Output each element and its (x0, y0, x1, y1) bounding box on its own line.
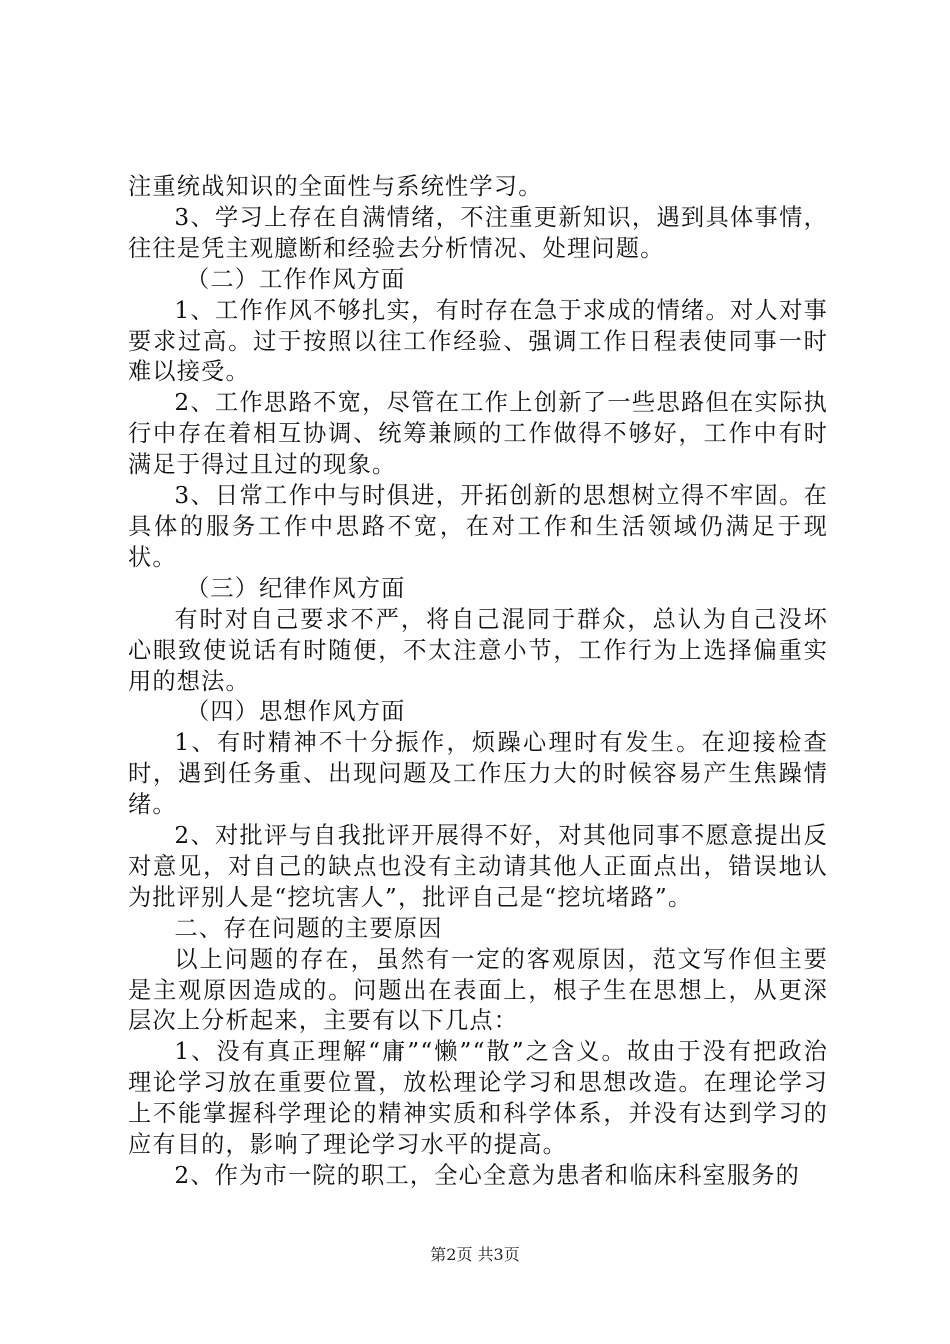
paragraph: 有时对自己要求不严，将自己混同于群众，总认为自己没坏心眼致使说话有时随便，不太注意小节，工作行为上选择偏重实用的想法。 (128, 605, 828, 695)
paragraph: 1、没有真正理解“庸”“懒”“散”之含义。故由于没有把政治理论学习放在重要位置，放松理论学习和思想改造。在理论学习上不能掌握科学理论的精神实质和科学体系，并没有达到学习的应有目的，影响了理论学习水平的提高。 (128, 1038, 828, 1159)
page-number-footer: 第2页 共3页 (430, 1245, 520, 1264)
section-heading: 二、存在问题的主要原因 (174, 914, 443, 942)
paragraph: 注重统战知识的全面性与系统性学习。 (128, 173, 543, 200)
section-heading: （二）工作作风方面 (186, 265, 406, 293)
paragraph: 以上问题的存在，虽然有一定的客观原因，范文写作但主要是主观原因造成的。问题出在表面上，根子生在思想上，从更深层次上分析起来，主要有以下几点： (128, 945, 828, 1035)
paragraph: 3、学习上存在自满情绪，不注重更新知识，遇到具体事情，往往是凭主观臆断和经验去分析情况、处理问题。 (128, 203, 828, 262)
paragraph: 2、对批评与自我批评开展得不好，对其他同事不愿意提出反对意见，对自己的缺点也没有主动请其他人正面点出，错误地认为批评别人是“挖坑害人”，批评自己是“挖坑堵路”。 (128, 822, 828, 911)
paragraph: 1、有时精神不十分振作，烦躁心理时有发生。在迎接检查时，遇到任务重、出现问题及工作压力大的时候容易产生焦躁情绪。 (128, 729, 828, 819)
paragraph: 3、日常工作中与时俱进，开拓创新的思想树立得不牢固。在具体的服务工作中思路不宽，在对工作和生活领域仍满足于现状。 (128, 482, 828, 571)
section-heading: （三）纪律作风方面 (186, 574, 406, 602)
paragraph: 2、作为市一院的职工，全心全意为患者和临床科室服务的 (174, 1162, 801, 1189)
paragraph: 1、工作作风不够扎实，有时存在急于求成的情绪。对人对事要求过高。过于按照以往工作经验、强调工作日程表使同事一时难以接受。 (128, 296, 828, 386)
paragraph: 2、工作思路不宽，尽管在工作上创新了一些思路但在实际执行中存在着相互协调、统筹兼顾的工作做得不够好，工作中有时满足于得过且过的现象。 (128, 389, 828, 479)
section-heading: （四）思想作风方面 (186, 698, 406, 726)
document-body (128, 172, 828, 1192)
